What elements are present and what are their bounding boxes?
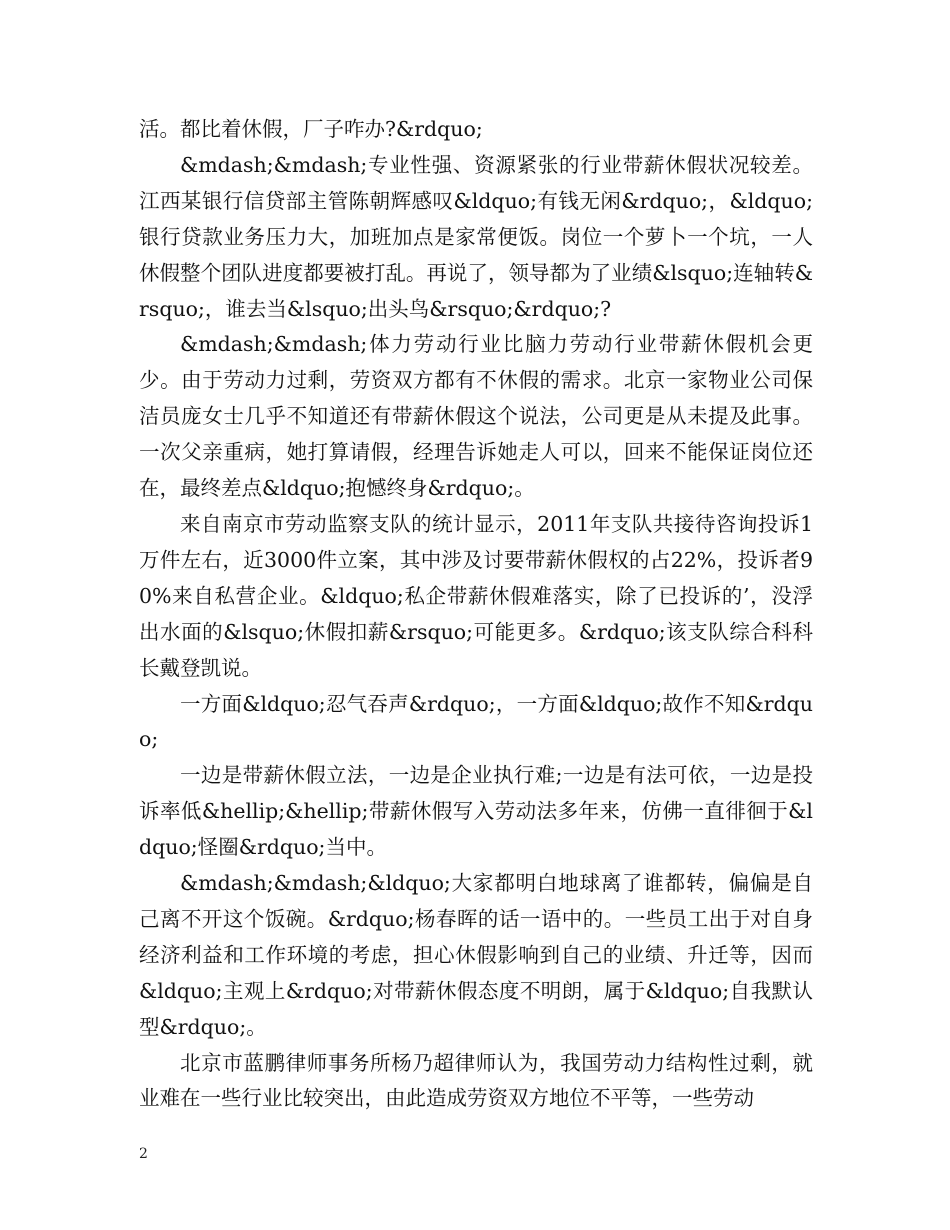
document-body — [139, 112, 813, 1117]
page-number: 2 — [139, 1146, 148, 1162]
paragraph-lawyer-opinion: 北京市蓝鹏律师事务所杨乃超律师认为，我国劳动力结构性过剩，就业难在一些行业比较突出，由此造成劳资双方地位不平等，一些劳动 — [139, 1050, 813, 1111]
paragraph-section-heading: 一方面&ldquo;忍气吞声&rdquo;，一方面&ldquo;故作不知&rdquo; — [139, 691, 813, 752]
paragraph-nanjing-statistics: 来自南京市劳动监察支队的统计显示，2011年支队共接待咨询投诉1万件左右，近3000件立案，其中涉及讨要带薪休假权的占22%，投诉者90%来自私营企业。&ldquo;私企带薪休假难落实，除了已投诉的’，没浮出水面的&lsquo;休假扣薪&rsquo;可能更多。&rdquo;该支队综合科科长戴登凯说。 — [139, 511, 813, 680]
paragraph-labor-case: &mdash;&mdash;体力劳动行业比脑力劳动行业带薪休假机会更少。由于劳动力过剩，劳资双方都有不休假的需求。北京一家物业公司保洁员庞女士几乎不知道还有带薪休假这个说法，公司更是从未提及此事。一次父亲重病，她打算请假，经理告诉她走人可以，回来不能保证岗位还在，最终差点&ldquo;抱憾终身&rdquo;。 — [139, 332, 813, 501]
paragraph-legislation: 一边是带薪休假立法，一边是企业执行难;一边是有法可依，一边是投诉率低&hellip;&hellip;带薪休假写入劳动法多年来，仿佛一直徘徊于&ldquo;怪圈&rdquo;当中。 — [139, 763, 813, 860]
paragraph-continuation: 活。都比着休假，厂子咋办?&rdquo; — [139, 117, 483, 141]
paragraph-yang-quote: &mdash;&mdash;&ldquo;大家都明白地球离了谁都转，偏偏是自己离不开这个饭碗。&rdquo;杨春晖的话一语中的。一些员工出于对自身经济利益和工作环境的考虑，担心休假影响到自己的业绩、升迁等，因而&ldquo;主观上&rdquo;对带薪休假态度不明朗，属于&ldquo;自我默认型&rdquo;。 — [139, 871, 813, 1039]
paragraph-bank-case: &mdash;&mdash;专业性强、资源紧张的行业带薪休假状况较差。江西某银行信贷部主管陈朝辉感叹&ldquo;有钱无闲&rdquo;，&ldquo;银行贷款业务压力大，加班加点是家常便饭。岗位一个萝卜一个坑，一人休假整个团队进度都要被打乱。再说了，领导都为了业绩&lsquo;连轴转&rsquo;，谁去当&lsquo;出头鸟&rsquo;&rdquo;? — [139, 152, 813, 321]
